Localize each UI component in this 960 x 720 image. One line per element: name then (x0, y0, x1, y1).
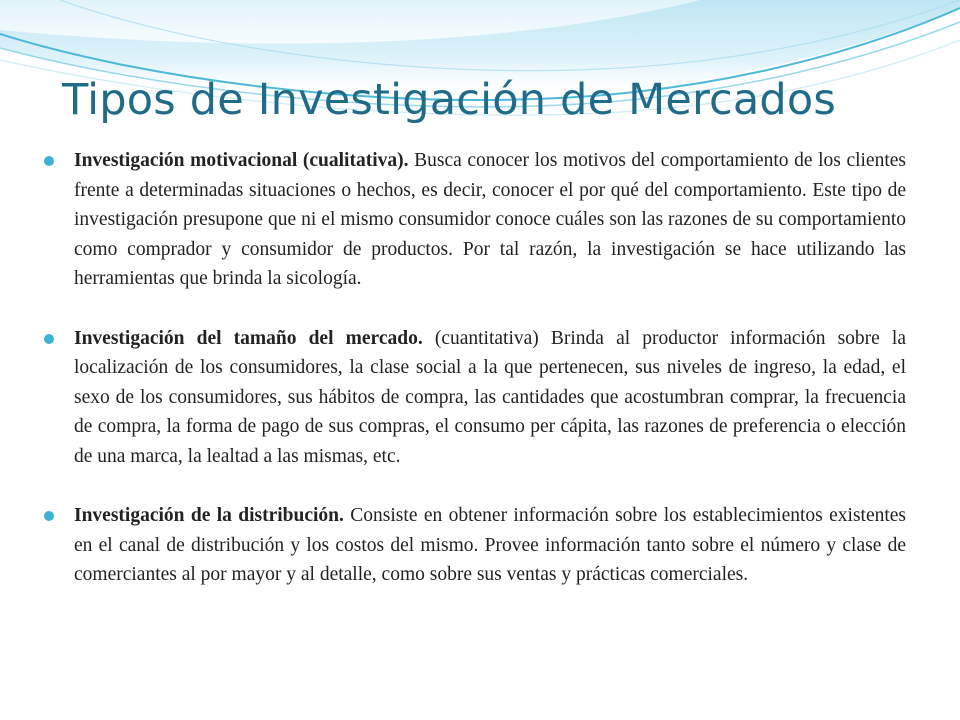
bullet-item (74, 146, 906, 294)
bullet-heading: Investigación de la distribución. (74, 505, 344, 526)
bullet-text: (cuantitativa) Brinda al productor información sobre la localización de los consumidores, la clase social a la que pertenecen, sus niveles de ingreso, la edad, el sexo de los consumidores, sus hábitos de compra, las cantidades que acostumbran comprar, la frecuencia de compra, la forma de pago de sus compras, el consumo per cápita, las razones de preferencia o elección de una marca, la lealtad a las mismas, etc. (74, 327, 907, 467)
bullet-heading: Investigación del tamaño del mercado. (74, 327, 423, 349)
bullet-text: Busca conocer los motivos del comportamiento de los clientes frente a determinadas situaciones o hechos, es decir, conocer el por qué del comportamiento. Este tipo de investigación presupone que ni el mismo consumidor conoce cuáles son las razones de su comportamiento como comprador y consumidor de productos. Por tal razón, la investigación se hace utilizando las herramientas que brinda la sicología. (74, 150, 906, 289)
bullet-dot-icon (44, 156, 54, 166)
bullet-dot-icon (44, 334, 54, 344)
bullet-item (74, 324, 906, 472)
slide-title: Tipos de Investigación de Mercados (62, 75, 836, 125)
bullet-text: Consiste en obtener información sobre los establecimientos existentes en el canal de distribución y los costos del mismo. Provee información tanto sobre el número y clase de comerciantes al por mayor y al detalle, como sobre sus ventas y prácticas comerciales. (74, 505, 907, 585)
bullet-dot-icon (44, 511, 54, 521)
bullet-item (74, 501, 906, 590)
bullet-heading: Investigación motivacional (cualitativa). (74, 150, 409, 171)
bullet-list (74, 146, 906, 590)
